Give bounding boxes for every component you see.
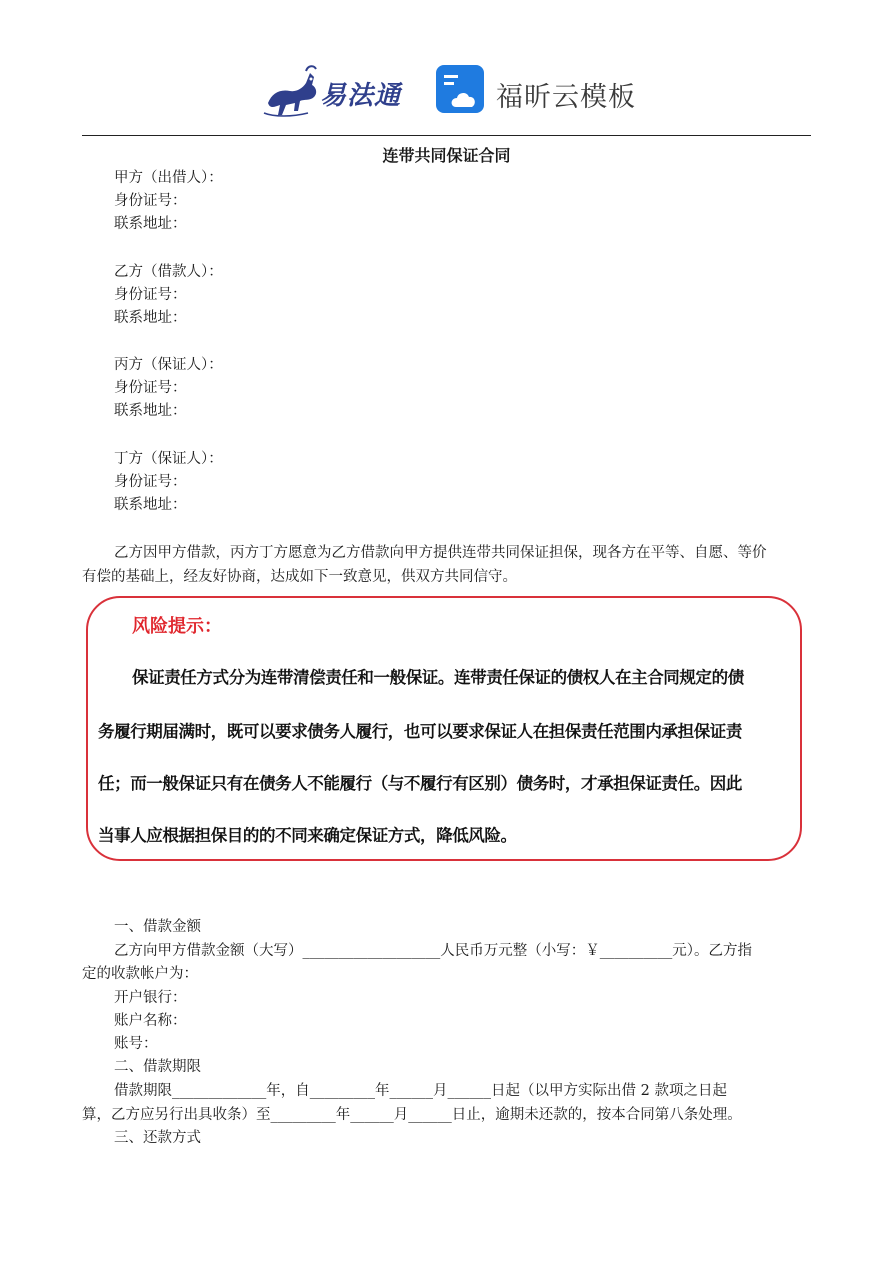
party-b-address: 联系地址： <box>114 310 187 326</box>
party-a-id: 身份证号： <box>114 193 187 209</box>
party-d-role: 丁方（保证人）： <box>114 451 223 467</box>
loan-amount-line: 乙方向甲方借款金额（大写）___________________人民币万元整（小写：￥__________元）。乙方指 <box>114 943 752 959</box>
risk-notice-title: 风险提示： <box>132 616 222 637</box>
party-c-address: 联系地址： <box>114 403 187 419</box>
party-d-id: 身份证号： <box>114 474 187 490</box>
risk-notice-box <box>86 596 802 861</box>
loan-term-line-1: 借款期限_____________年，自_________年______月______日起（以甲方实际出借 2 款项之日起 <box>114 1083 727 1099</box>
section-2-heading: 二、借款期限 <box>114 1059 201 1075</box>
account-name-label: 账户名称： <box>114 1013 187 1029</box>
party-c-id: 身份证号： <box>114 380 187 396</box>
foxit-template-brand: 福昕云模板 <box>496 82 636 113</box>
header <box>0 55 893 125</box>
party-c-role: 丙方（保证人）： <box>114 357 223 373</box>
foxit-template-logo <box>436 65 636 117</box>
section-3-heading: 三、还款方式 <box>114 1130 201 1146</box>
bank-label: 开户银行： <box>114 990 187 1006</box>
section-1-heading: 一、借款金额 <box>114 919 201 935</box>
party-b-id: 身份证号： <box>114 287 187 303</box>
risk-line-1: 保证责任方式分为连带清偿责任和一般保证。连带责任保证的债权人在主合同规定的债 <box>132 668 744 687</box>
intro-line-1: 乙方因甲方借款，丙方丁方愿意为乙方借款向甲方提供连带共同保证担保，现各方在平等、自愿、等价 <box>114 545 767 561</box>
risk-line-3: 任；而一般保证只有在债务人不能履行（与不履行有区别）债务时，才承担保证责任。因此 <box>98 774 743 793</box>
party-a-role: 甲方（出借人）： <box>114 170 223 186</box>
header-divider <box>82 135 811 136</box>
risk-line-2: 务履行期届满时，既可以要求债务人履行，也可以要求保证人在担保责任范围内承担保证责 <box>98 722 743 741</box>
loan-term-line-2: 算，乙方应另行出具收条）至_________年______月______日止，逾期未还款的，按本合同第八条处理。 <box>82 1107 742 1123</box>
yifatong-logo <box>262 63 412 119</box>
risk-line-4: 当事人应根据担保目的的不同来确定保证方式，降低风险。 <box>98 826 517 845</box>
account-number-label: 账号： <box>114 1036 158 1052</box>
horse-logo-icon <box>262 63 322 119</box>
party-a-address: 联系地址： <box>114 216 187 232</box>
document-title: 连带共同保证合同 <box>382 146 511 165</box>
cloud-document-icon <box>436 65 486 117</box>
yifatong-brand: 易法通 <box>320 81 402 111</box>
loan-amount-line-2: 定的收款帐户为： <box>82 966 198 982</box>
intro-line-2: 有偿的基础上，经友好协商，达成如下一致意见，供双方共同信守。 <box>82 569 517 585</box>
party-b-role: 乙方（借款人）： <box>114 264 223 280</box>
party-d-address: 联系地址： <box>114 497 187 513</box>
